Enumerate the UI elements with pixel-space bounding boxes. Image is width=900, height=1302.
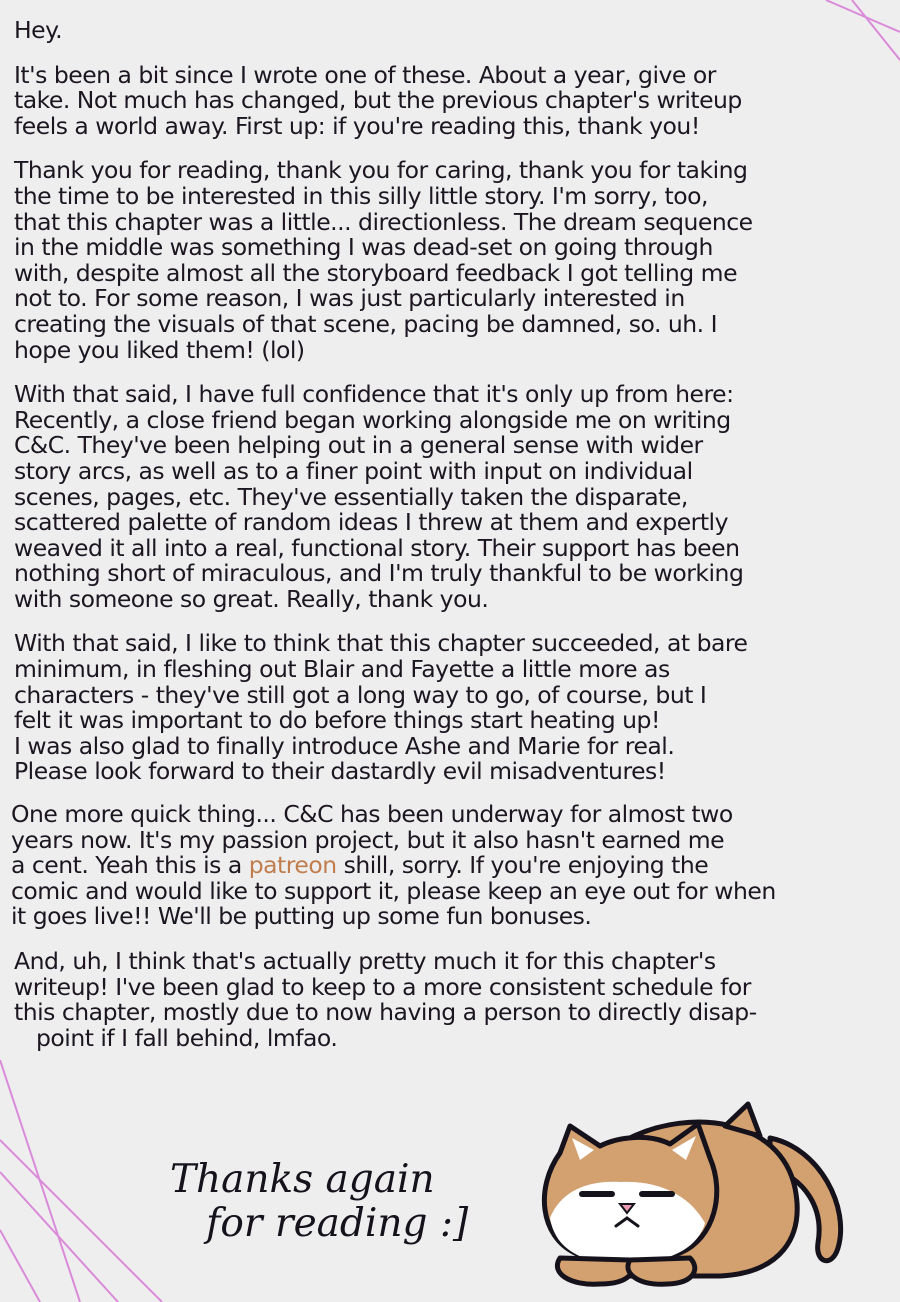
paragraph-5-start: One more quick thing... C&C has been underway for almost two years now. It's my passion project, but it also hasn't earned me a cent. Yeah this is a (11, 800, 733, 880)
paragraph-5-end: shill, sorry. If you're enjoying the comic and would like to support it, please keep an eye out for when it goes live!! We'll be putting up some fun bonuses. (11, 851, 776, 931)
signoff-line-2: for reading :] (206, 1201, 469, 1246)
letter-body (11, 16, 894, 1052)
paragraph-3: With that said, I have full confidence that it's only up from here: Recently, a close friend began working alongside me on writing C&C. They've been helping out in a general sense with wider story arcs, as well as to a finer point with input on individual scenes, pages, etc. They've essentially taken the disparate, scattered palette of random ideas I threw at them and expertly weaved it all into a real, functional story. Their support has been nothing short of miraculous, and I'm truly thankful to be working with someone so great. Really, thank you. (14, 380, 744, 613)
paragraph-6-main: And, uh, I think that's actually pretty much it for this chapter's writeup! I've been glad to keep to a more consistent schedule for this chapter, mostly due to now having a person to directly disap- (14, 947, 757, 1027)
paragraph-2: Thank you for reading, thank you for caring, thank you for taking the time to be interested in this silly little story. I'm sorry, too, that this chapter was a little... directionless. The dream sequence in the middle was something I was dead-set on going through with, despite almost all the storyboard feedback I got telling me not to. For some reason, I was just particularly interested in creating the visuals of that scene, pacing be damned, so. uh. I hope you liked them! (lol) (14, 156, 753, 364)
paragraph-1: It's been a bit since I wrote one of these. About a year, give or take. Not much has changed, but the previous chapter's writeup feels a world away. First up: if you're reading this, thank you! (14, 60, 742, 140)
paragraph-4: With that said, I like to think that this chapter succeeded, at bare minimum, in fleshing out Blair and Fayette a little more as characters - they've still got a long way to go, of course, but I felt it was important to do before things start heating up! I was also glad to finally introduce Ashe and Marie for real. Please look forward to their dastardly evil misadventures! (14, 629, 748, 786)
greeting: Hey. (14, 16, 63, 44)
signoff (170, 1158, 468, 1246)
paragraph-6 (14, 949, 894, 1051)
signoff-line-1: Thanks again (170, 1157, 435, 1202)
sleeping-cat-icon (520, 1098, 850, 1288)
patreon-link[interactable]: patreon (248, 851, 337, 880)
paragraph-6-end: point if I fall behind, lmfao. (36, 1023, 338, 1052)
paragraph-5 (11, 802, 894, 930)
